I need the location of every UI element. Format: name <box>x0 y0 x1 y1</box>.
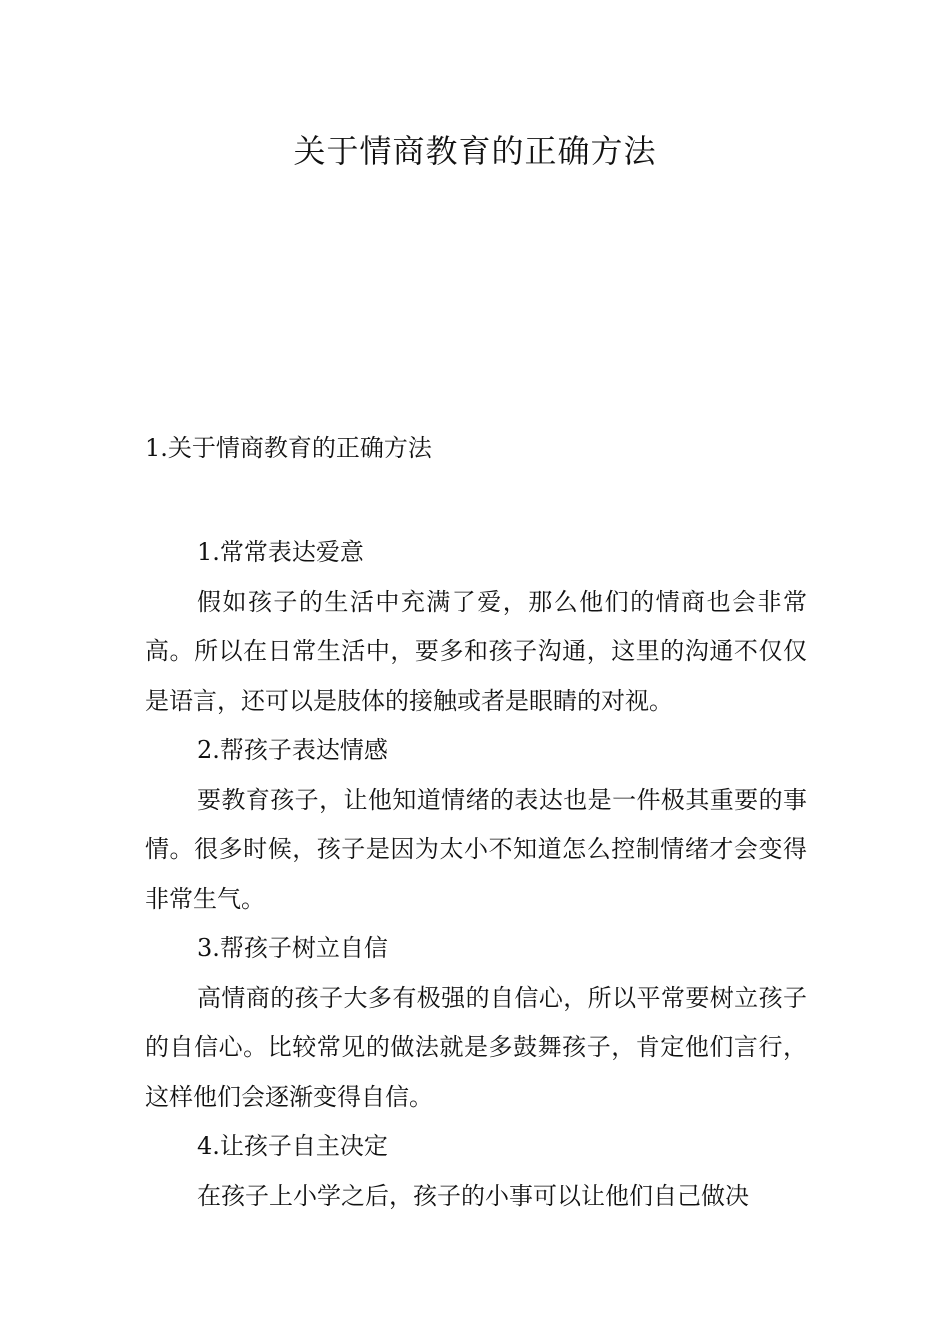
point-paragraph-3: 高情商的孩子大多有极强的自信心，所以平常要树立孩子的自信心。比较常见的做法就是多鼓舞孩子，肯定他们言行，这样他们会逐渐变得自信。 <box>145 983 807 1111</box>
point-paragraph-1: 假如孩子的生活中充满了爱，那么他们的情商也会非常高。所以在日常生活中，要多和孩子沟通，这里的沟通不仅仅是语言，还可以是肢体的接触或者是眼睛的对视。 <box>145 587 807 715</box>
point-heading-1: 1.常常表达爱意 <box>197 538 364 566</box>
document-body <box>145 528 807 1221</box>
document-title: 关于情商教育的正确方法 <box>293 132 657 170</box>
point-paragraph-2: 要教育孩子，让他知道情绪的表达也是一件极其重要的事情。很多时候，孩子是因为太小不知道怎么控制情绪才会变得非常生气。 <box>145 785 807 913</box>
section-heading: 1.关于情商教育的正确方法 <box>145 434 432 462</box>
point-heading-3: 3.帮孩子树立自信 <box>197 934 388 962</box>
point-heading-4: 4.让孩子自主决定 <box>197 1132 388 1160</box>
point-heading-2: 2.帮孩子表达情感 <box>197 736 388 764</box>
point-paragraph-4: 在孩子上小学之后，孩子的小事可以让他们自己做决 <box>197 1181 749 1210</box>
